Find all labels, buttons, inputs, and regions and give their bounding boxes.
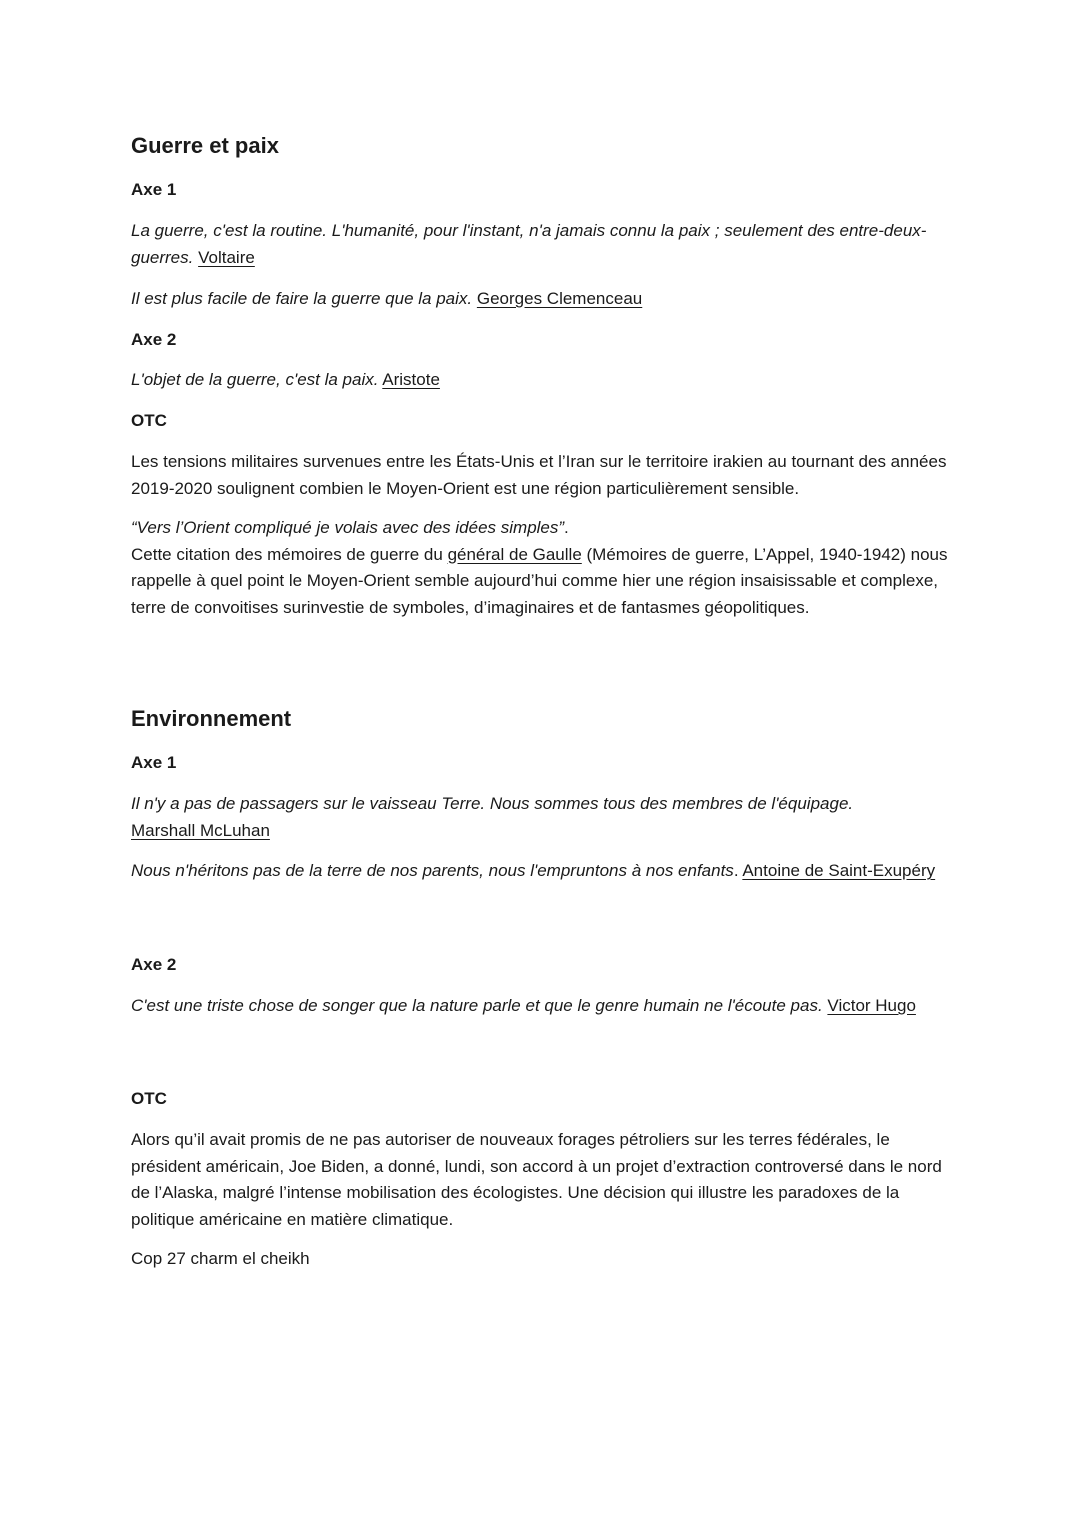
quote-text: C'est une triste chose de songer que la nature parle et que le genre humain ne l'écoute pas. <box>131 996 823 1015</box>
quote-text: Il n'y a pas de passagers sur le vaisseau Terre. Nous sommes tous des membres de l'équipage. <box>131 794 854 813</box>
war-otc-paragraph1: Les tensions militaires survenues entre les États-Unis et l’Iran sur le territoire irakien au tournant des années 2019-2020 soulignent combien le Moyen-Orient est une région particulièrement sensible. <box>131 452 947 498</box>
section-title-environment: Environnement <box>131 706 292 731</box>
env-axe2-quote1 <box>131 993 961 1020</box>
war-axe2-heading: Axe 2 <box>131 330 177 349</box>
env-axe2-heading: Axe 2 <box>131 955 177 974</box>
author-link-saint-exupery[interactable]: Antoine de Saint-Exupéry <box>742 861 936 880</box>
quote-text: Nous n'héritons pas de la terre de nos parents, nous l'empruntons à nos enfants <box>131 861 734 880</box>
quote-text: La guerre, c'est la routine. L'humanité, pour l'instant, n'a jamais connu la paix ; seulement des entre-deux-guerres. <box>131 221 927 267</box>
de-gaulle-citation: “Vers l’Orient compliqué je volais avec des idées simples” <box>131 518 565 537</box>
author-link-mcluhan[interactable]: Marshall McLuhan <box>131 820 270 840</box>
section-title-war: Guerre et paix <box>131 133 279 158</box>
war-axe2-quote1 <box>131 367 961 394</box>
quote-punct: . <box>733 861 739 880</box>
author-link-aristote[interactable]: Aristote <box>382 370 440 389</box>
env-axe1-quote2 <box>131 858 961 885</box>
paragraph-text: Cette citation des mémoires de guerre du <box>131 544 443 564</box>
env-otc-paragraph2: Cop 27 charm el cheikh <box>131 1249 310 1268</box>
war-axe1-quote1 <box>131 218 961 271</box>
env-axe1-heading: Axe 1 <box>131 753 177 772</box>
war-axe1-quote2 <box>131 286 961 313</box>
citation-end: . <box>564 518 569 537</box>
link-general-de-gaulle[interactable]: général de Gaulle <box>447 544 582 564</box>
env-otc-heading: OTC <box>131 1089 167 1108</box>
quote-text: Il est plus facile de faire la guerre que la paix. <box>131 289 473 308</box>
war-otc-paragraph2 <box>131 515 961 621</box>
author-link-voltaire[interactable]: Voltaire <box>198 247 255 267</box>
author-link-clemenceau[interactable]: Georges Clemenceau <box>476 289 643 308</box>
quote-text: L'objet de la guerre, c'est la paix. <box>131 370 379 389</box>
author-link-victor-hugo[interactable]: Victor Hugo <box>827 996 916 1015</box>
env-otc-paragraph1: Alors qu’il avait promis de ne pas autoriser de nouveaux forages pétroliers sur les terres fédérales, le président américain, Joe Biden, a donné, lundi, son accord à un projet d’extraction controversé dans le nord de l’Alaska, malgré l’intense mobilisation des écologistes. Une décision qui illustre les paradoxes de la politique américaine en matière climatique. <box>131 1130 942 1229</box>
env-axe1-quote1 <box>131 791 961 844</box>
war-axe1-heading: Axe 1 <box>131 180 177 199</box>
paragraph-text: (Mémoires de guerre, L’Appel, 1940-1942) nous rappelle à quel point le Moyen-Orient semble aujourd’hui comme hier une région insaisissable et complexe, terre de convoitises surinvestie de symboles, d’imaginaires et de fantasmes géopolitiques. <box>131 544 948 617</box>
war-otc-heading: OTC <box>131 411 167 430</box>
